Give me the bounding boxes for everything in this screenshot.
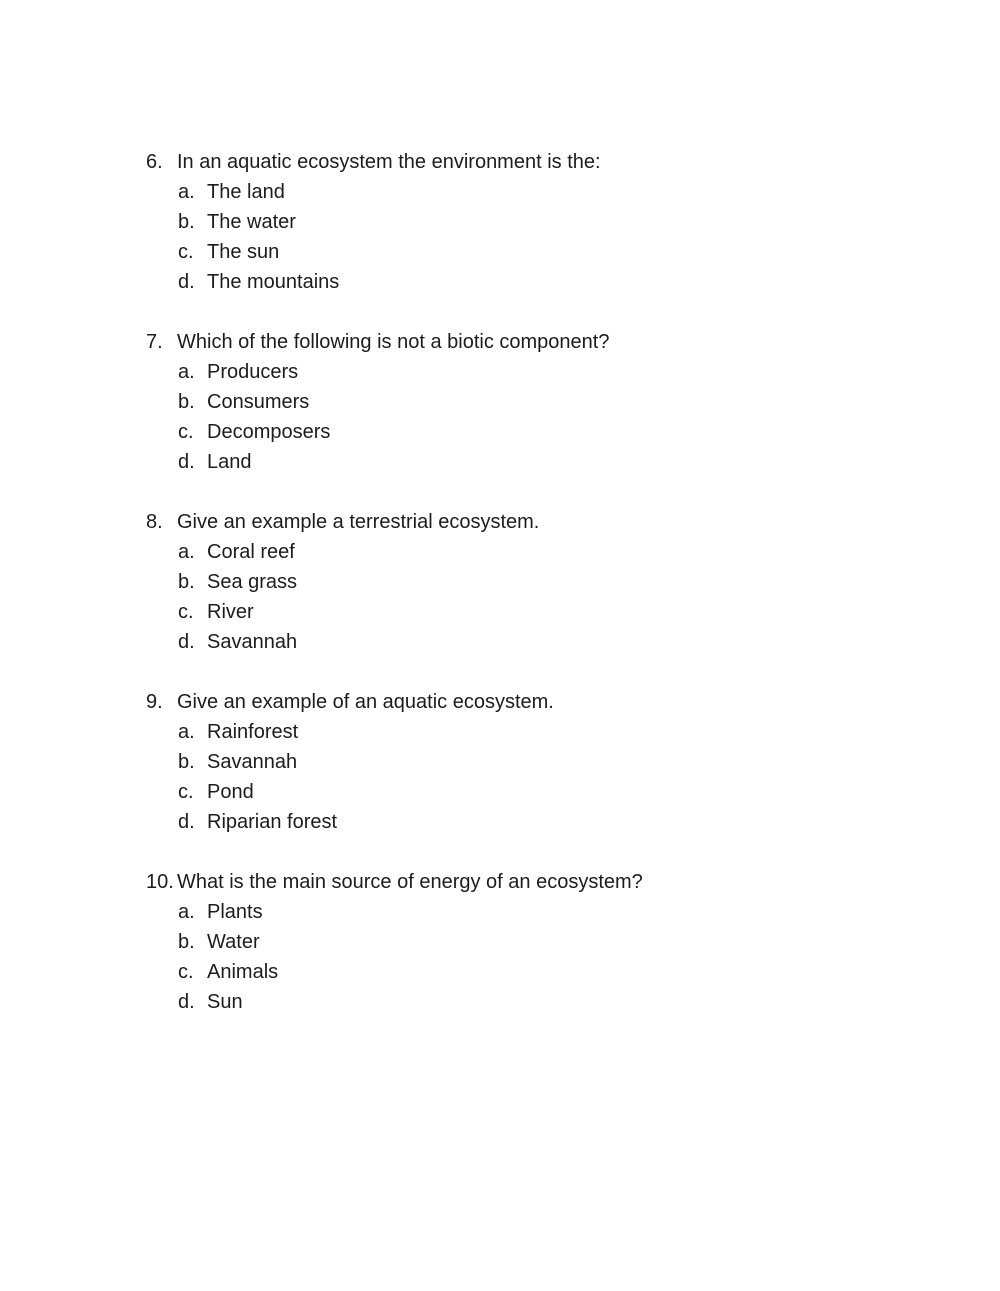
question-block-7 [146,327,866,477]
answer-option [146,957,866,987]
option-text: Water [207,931,260,953]
question-number: 7. [146,331,163,353]
answer-option [146,417,866,447]
option-text: Pond [207,781,254,803]
answer-option [146,627,866,657]
answer-option [146,567,866,597]
answer-option [146,747,866,777]
option-letter: a. [178,541,195,563]
option-letter: c. [178,961,194,983]
option-letter: d. [178,271,195,293]
option-text: Riparian forest [207,811,338,833]
answer-option [146,267,866,297]
option-text: Coral reef [207,541,295,563]
option-letter: c. [178,781,194,803]
option-letter: d. [178,811,195,833]
answer-option [146,717,866,747]
answer-option [146,927,866,957]
option-text: Land [207,451,252,473]
question-line [146,507,866,537]
answer-option [146,207,866,237]
option-text: Decomposers [207,421,331,443]
question-number: 8. [146,511,163,533]
question-text: Give an example of an aquatic ecosystem. [177,691,554,713]
answer-option [146,597,866,627]
question-text: Give an example a terrestrial ecosystem. [177,511,540,533]
answer-option [146,387,866,417]
question-text: What is the main source of energy of an ecosystem? [177,871,643,893]
option-text: River [207,601,254,623]
answer-option [146,447,866,477]
answer-option [146,777,866,807]
option-text: The land [207,181,285,203]
option-letter: b. [178,751,195,773]
question-block-10 [146,867,866,1017]
answer-option [146,357,866,387]
option-text: Producers [207,361,299,383]
option-letter: c. [178,601,194,623]
answer-option [146,177,866,207]
option-letter: d. [178,631,195,653]
option-text: Sun [207,991,243,1013]
option-letter: c. [178,421,194,443]
option-letter: d. [178,451,195,473]
option-text: The mountains [207,271,340,293]
option-text: Savannah [207,631,298,653]
question-number: 6. [146,151,163,173]
option-text: Animals [207,961,279,983]
option-text: The sun [207,241,280,263]
question-line [146,147,866,177]
answer-option [146,537,866,567]
option-text: Sea grass [207,571,298,593]
option-text: Savannah [207,751,298,773]
option-text: Consumers [207,391,310,413]
answer-option [146,237,866,267]
question-line [146,687,866,717]
option-letter: b. [178,571,195,593]
option-letter: d. [178,991,195,1013]
option-text: The water [207,211,296,233]
option-letter: b. [178,931,195,953]
answer-option [146,987,866,1017]
question-text: Which of the following is not a biotic component? [177,331,610,353]
option-letter: a. [178,361,195,383]
option-letter: a. [178,181,195,203]
question-block-6 [146,147,866,297]
option-text: Rainforest [207,721,299,743]
option-letter: b. [178,211,195,233]
answer-option [146,807,866,837]
question-block-8 [146,507,866,657]
question-line [146,327,866,357]
option-letter: c. [178,241,194,263]
question-line [146,867,866,897]
question-text: In an aquatic ecosystem the environment is the: [177,151,601,173]
worksheet-page [146,147,866,1017]
option-letter: a. [178,721,195,743]
option-text: Plants [207,901,263,923]
question-block-9 [146,687,866,837]
question-number: 10. [146,871,174,893]
question-number: 9. [146,691,163,713]
option-letter: a. [178,901,195,923]
answer-option [146,897,866,927]
option-letter: b. [178,391,195,413]
